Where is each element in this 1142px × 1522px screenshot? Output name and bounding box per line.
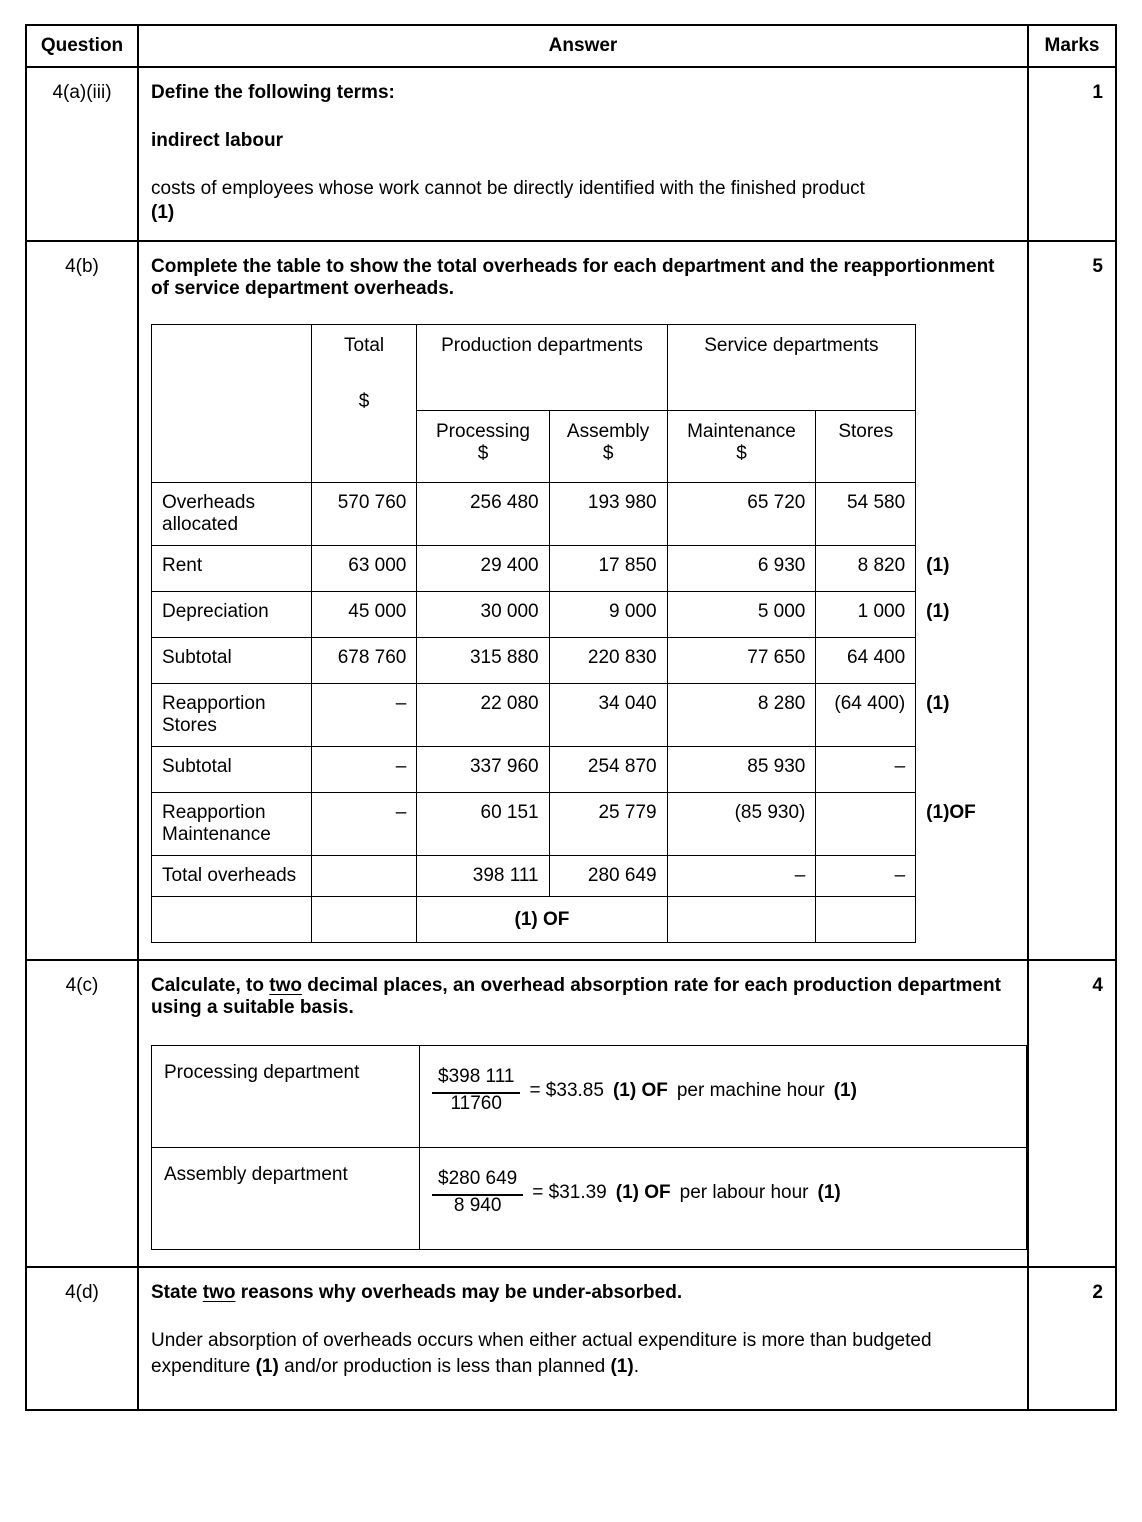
cell-maintenance: 85 930 (667, 747, 816, 793)
cell-stores: (64 400) (816, 684, 916, 747)
fraction-numerator: $398 111 (432, 1066, 520, 1094)
cell-stores: 8 820 (816, 546, 916, 592)
prompt-4d-part2: reasons why overheads may be under-absorbed. (235, 1282, 683, 1303)
cell-mark (916, 638, 1003, 684)
col-header-marks: Marks (1028, 25, 1116, 67)
cell-processing: 30 000 (417, 592, 549, 638)
processing-unit: $ (477, 443, 489, 464)
overheads-table (151, 324, 1003, 943)
col-header-stores: Stores (816, 411, 916, 483)
fraction-numerator: $280 649 (432, 1168, 523, 1196)
oar-mark-1: (1) OF (612, 1079, 668, 1101)
cell-label: Reapportion Stores (152, 684, 312, 747)
row-depreciation (152, 592, 1004, 638)
oar-mark-2: (1) (833, 1079, 857, 1101)
answer-4d-mark1: (1) (255, 1355, 279, 1377)
term-label: indirect labour (151, 130, 283, 151)
prompt-4d-part1: State (151, 1282, 203, 1303)
row-question-4d (26, 1267, 1116, 1410)
maintenance-unit: $ (736, 443, 747, 464)
footer-maintenance-spacer (667, 897, 816, 943)
cell-label: Subtotal (152, 638, 312, 684)
oar-calculation (420, 1148, 1027, 1250)
question-number-4a3: 4(a)(iii) (26, 67, 138, 241)
processing-label: Processing (436, 421, 530, 442)
answer-4d-part2: and/or production is less than planned (278, 1355, 611, 1377)
answer-4d-mark2: (1) (610, 1355, 634, 1377)
definition-mark: (1) (151, 202, 175, 223)
row-reapportion-stores (152, 684, 1004, 747)
prompt-4c-underlined: two (269, 975, 302, 996)
fraction (432, 1066, 520, 1115)
cell-assembly: 220 830 (549, 638, 667, 684)
footer-total-spacer (311, 897, 417, 943)
oar-basis: per machine hour (676, 1079, 825, 1101)
question-number-4b: 4(b) (26, 241, 138, 960)
prompt-4c-part1: Calculate, to (151, 975, 270, 996)
prompt-4b: Complete the table to show the total overheads for each department and the reapportionment of service department overheads. (151, 256, 995, 299)
row-footer-mark (152, 897, 1004, 943)
question-number-4d: 4(d) (26, 1267, 138, 1410)
maintenance-label: Maintenance (687, 421, 796, 442)
cell-processing: 337 960 (417, 747, 549, 793)
cell-maintenance: – (667, 856, 816, 897)
cell-total: – (311, 684, 417, 747)
group-header-production: Production departments (417, 325, 667, 411)
absorption-rate-table (151, 1045, 1027, 1250)
cell-mark (916, 856, 1003, 897)
col-header-assembly (549, 411, 667, 483)
cell-maintenance: 6 930 (667, 546, 816, 592)
answer-cell-4b (138, 241, 1028, 960)
cell-processing: 60 151 (417, 793, 549, 856)
prompt-4c (151, 975, 1003, 1019)
cell-total: 63 000 (311, 546, 417, 592)
col-header-question: Question (26, 25, 138, 67)
cell-total: 678 760 (311, 638, 417, 684)
cell-assembly: 25 779 (549, 793, 667, 856)
cell-total (311, 856, 417, 897)
oar-label: Processing department (152, 1046, 420, 1148)
fraction-denominator: 8 940 (453, 1195, 502, 1216)
row-question-4a3 (26, 67, 1116, 241)
footer-label-spacer (152, 897, 312, 943)
cell-processing: 398 111 (417, 856, 549, 897)
question-number-4c: 4(c) (26, 960, 138, 1267)
cell-total: 570 760 (311, 483, 417, 546)
cell-assembly: 9 000 (549, 592, 667, 638)
assembly-label: Assembly (566, 421, 650, 442)
row-question-4c (26, 960, 1116, 1267)
cell-maintenance: 65 720 (667, 483, 816, 546)
header-mark-spacer (916, 325, 1003, 483)
cell-label: Subtotal (152, 747, 312, 793)
footer-stores-spacer (816, 897, 916, 943)
row-processing-oar (152, 1046, 1027, 1148)
cell-total: 45 000 (311, 592, 417, 638)
marks-value-4c: 4 (1028, 960, 1116, 1267)
total-unit: $ (358, 391, 370, 412)
cell-total: – (311, 747, 417, 793)
answer-cell-4d (138, 1267, 1028, 1410)
cell-assembly: 34 040 (549, 684, 667, 747)
header-row (26, 25, 1116, 67)
assembly-unit: $ (602, 443, 614, 464)
footer-mark-spacer (916, 897, 1003, 943)
row-rent (152, 546, 1004, 592)
answer-cell-4a3 (138, 67, 1028, 241)
cell-maintenance: (85 930) (667, 793, 816, 856)
cell-stores (816, 793, 916, 856)
cell-mark: (1) (926, 600, 950, 622)
total-label: Total (344, 335, 385, 356)
cell-stores: 1 000 (816, 592, 916, 638)
answer-4d-part1: Under absorption of overheads occurs when either actual expenditure is more than budgeted expenditure (151, 1330, 932, 1377)
cell-label: Total overheads (152, 856, 312, 897)
group-header-service: Service departments (667, 325, 916, 411)
marks-value-4a3: 1 (1028, 67, 1116, 241)
oar-mark-1: (1) OF (615, 1181, 671, 1203)
row-overheads-allocated (152, 483, 1004, 546)
cell-processing: 315 880 (417, 638, 549, 684)
cell-assembly: 193 980 (549, 483, 667, 546)
answer-cell-4c (138, 960, 1028, 1267)
cell-assembly: 254 870 (549, 747, 667, 793)
cell-stores: 64 400 (816, 638, 916, 684)
corner-cell (152, 325, 312, 483)
marks-value-4b: 5 (1028, 241, 1116, 960)
fraction (432, 1168, 523, 1217)
answer-4d-part3: . (633, 1355, 639, 1377)
cell-processing: 22 080 (417, 684, 549, 747)
overheads-header-row-1 (152, 325, 1004, 411)
cell-label: Rent (152, 546, 312, 592)
answer-text-4d (151, 1328, 1003, 1393)
prompt-4d (151, 1282, 1003, 1304)
cell-processing: 29 400 (417, 546, 549, 592)
cell-label: Overheads allocated (152, 483, 312, 546)
cell-stores: 54 580 (816, 483, 916, 546)
cell-label: Depreciation (152, 592, 312, 638)
footer-of-mark: (1) OF (417, 897, 667, 943)
define-heading: Define the following terms: (151, 82, 395, 103)
row-subtotal-2 (152, 747, 1004, 793)
definition-text: costs of employees whose work cannot be directly identified with the finished product (151, 178, 865, 199)
oar-mark-2: (1) (817, 1181, 841, 1203)
col-header-answer: Answer (138, 25, 1028, 67)
col-header-processing (417, 411, 549, 483)
col-header-total (311, 325, 417, 483)
fraction-denominator: 11760 (450, 1093, 502, 1114)
oar-calculation (420, 1046, 1027, 1148)
cell-maintenance: 5 000 (667, 592, 816, 638)
cell-stores: – (816, 747, 916, 793)
cell-mark: (1)OF (926, 801, 976, 823)
cell-mark (916, 747, 1003, 793)
prompt-4d-underlined: two (202, 1282, 236, 1303)
cell-mark (916, 483, 1003, 546)
cell-mark: (1) (926, 554, 950, 576)
oar-basis: per labour hour (679, 1181, 809, 1203)
prompt-4c-part2: decimal places, an overhead absorption rate for each production department using a suitable basis. (151, 975, 1001, 1018)
row-subtotal-1 (152, 638, 1004, 684)
cell-stores: – (816, 856, 916, 897)
cell-assembly: 17 850 (549, 546, 667, 592)
cell-maintenance: 8 280 (667, 684, 816, 747)
row-question-4b (26, 241, 1116, 960)
oar-result: = $31.39 (532, 1181, 607, 1203)
row-total-overheads (152, 856, 1004, 897)
row-reapportion-maintenance (152, 793, 1004, 856)
row-assembly-oar (152, 1148, 1027, 1250)
cell-processing: 256 480 (417, 483, 549, 546)
cell-maintenance: 77 650 (667, 638, 816, 684)
cell-label: Reapportion Maintenance (152, 793, 312, 856)
marks-value-4d: 2 (1028, 1267, 1116, 1410)
cell-assembly: 280 649 (549, 856, 667, 897)
oar-label: Assembly department (152, 1148, 420, 1250)
col-header-maintenance (667, 411, 816, 483)
oar-result: = $33.85 (529, 1079, 604, 1101)
mark-scheme-table (25, 24, 1117, 1411)
cell-total: – (311, 793, 417, 856)
cell-mark: (1) (926, 692, 950, 714)
